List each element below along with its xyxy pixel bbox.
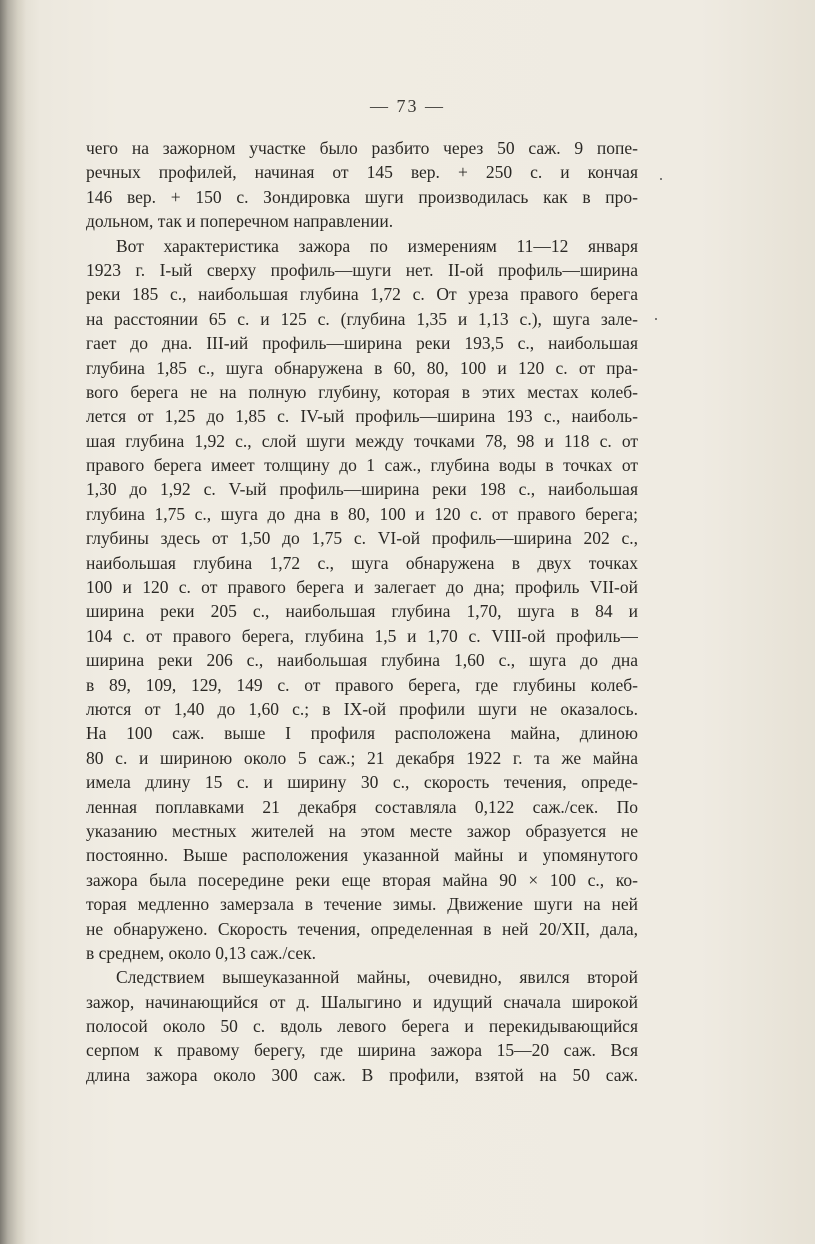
- text-line: серпом к правому берегу, где ширина зажора 15—20 саж. Вся: [86, 1040, 638, 1061]
- body-text: [86, 136, 638, 1087]
- text-line: дольном, так и поперечном направлении.: [86, 211, 394, 232]
- binding-shadow: [0, 0, 26, 1244]
- text-line: имела длину 15 с. и ширину 30 с., скорость течения, опреде-: [86, 772, 638, 793]
- text-line: глубина 1,85 с., шуга обнаружена в 60, 80, 100 и 120 с. от пра-: [86, 357, 638, 378]
- text-line: ширина реки 206 с., наибольшая глубина 1,60 с., шуга до дна: [86, 650, 638, 671]
- text-line: 1,30 до 1,92 с. V-ый профиль—ширина реки 198 с., наибольшая: [86, 479, 638, 500]
- text-line: На 100 саж. выше I профиля расположена майна, длиною: [86, 723, 638, 744]
- paragraph-3: [86, 965, 638, 1087]
- text-line: реки 185 с., наибольшая глубина 1,72 с. От уреза правого берега: [86, 284, 638, 305]
- text-line: глубины здесь от 1,50 до 1,75 с. VI-ой профиль—ширина 202 с.,: [86, 528, 638, 549]
- text-line: постоянно. Выше расположения указанной майны и упомянутого: [86, 845, 638, 866]
- print-speck: [660, 178, 662, 180]
- page-number: — 73 —: [370, 96, 445, 116]
- text-line: полосой около 50 с. вдоль левого берега и перекидывающийся: [86, 1016, 638, 1037]
- text-line: указанию местных жителей на этом месте зажор образуется не: [86, 820, 638, 841]
- text-line: 1923 г. I-ый сверху профиль—шуги нет. II-ой профиль—ширина: [86, 259, 638, 280]
- text-line: зажора была посередине реки еще вторая майна 90 × 100 с., ко-: [86, 869, 638, 890]
- text-line: Вот характеристика зажора по измерениям 11—12 января: [116, 235, 638, 256]
- text-line: зажор, начинающийся от д. Шалыгино и идущий сначала широкой: [86, 991, 638, 1012]
- text-line: наибольшая глубина 1,72 с., шуга обнаружена в двух точках: [86, 552, 638, 573]
- text-line: лются от 1,40 до 1,60 с.; в IX-ой профили шуги не оказалось.: [86, 698, 638, 719]
- text-line: речных профилей, начиная от 145 вер. + 250 с. и кончая: [86, 162, 638, 183]
- text-line: чего на зажорном участке было разбито через 50 саж. 9 попе-: [86, 138, 638, 158]
- text-line: Следствием вышеуказанной майны, очевидно, явился второй: [116, 967, 638, 988]
- text-line: в 89, 109, 129, 149 с. от правого берега, где глубины колеб-: [86, 674, 638, 695]
- text-line: лется от 1,25 до 1,85 с. IV-ый профиль—ширина 193 с., наиболь-: [86, 406, 638, 427]
- paragraph-1: [86, 136, 638, 234]
- paragraph-2: [86, 234, 638, 966]
- text-line: шая глубина 1,92 с., слой шуги между точками 78, 98 и 118 с. от: [86, 430, 638, 451]
- text-line: ленная поплавками 21 декабря составляла 0,122 саж./сек. По: [86, 796, 638, 817]
- text-line: гает до дна. III-ий профиль—ширина реки 193,5 с., наибольшая: [86, 333, 638, 354]
- text-line: глубина 1,75 с., шуга до дна в 80, 100 и 120 с. от правого берега;: [86, 503, 638, 524]
- text-line: торая медленно замерзала в течение зимы. Движение шуги на ней: [86, 894, 638, 915]
- text-line: длина зажора около 300 саж. В профили, взятой на 50 саж.: [86, 1064, 638, 1085]
- text-line: 146 вер. + 150 с. Зондировка шуги производилась как в про-: [86, 186, 638, 207]
- text-line: ширина реки 205 с., наибольшая глубина 1,70, шуга в 84 и: [86, 601, 638, 622]
- text-line: на расстоянии 65 с. и 125 с. (глубина 1,35 и 1,13 с.), шуга зале-: [86, 308, 638, 329]
- text-line: 80 с. и шириною около 5 саж.; 21 декабря 1922 г. та же майна: [86, 747, 638, 768]
- print-speck: [655, 318, 657, 320]
- text-line: не обнаружено. Скорость течения, определенная в ней 20/XII, дала,: [86, 918, 638, 939]
- text-line: 100 и 120 с. от правого берега и залегает до дна; профиль VII-ой: [86, 577, 638, 598]
- text-line: 104 с. от правого берега, глубина 1,5 и 1,70 с. VIII-ой профиль—: [86, 625, 638, 646]
- text-line: вого берега не на полную глубину, которая в этих местах колеб-: [86, 381, 638, 402]
- text-line: правого берега имеет толщину до 1 саж., глубина воды в точках от: [86, 455, 638, 476]
- text-line: в среднем, около 0,13 саж./сек.: [86, 942, 316, 963]
